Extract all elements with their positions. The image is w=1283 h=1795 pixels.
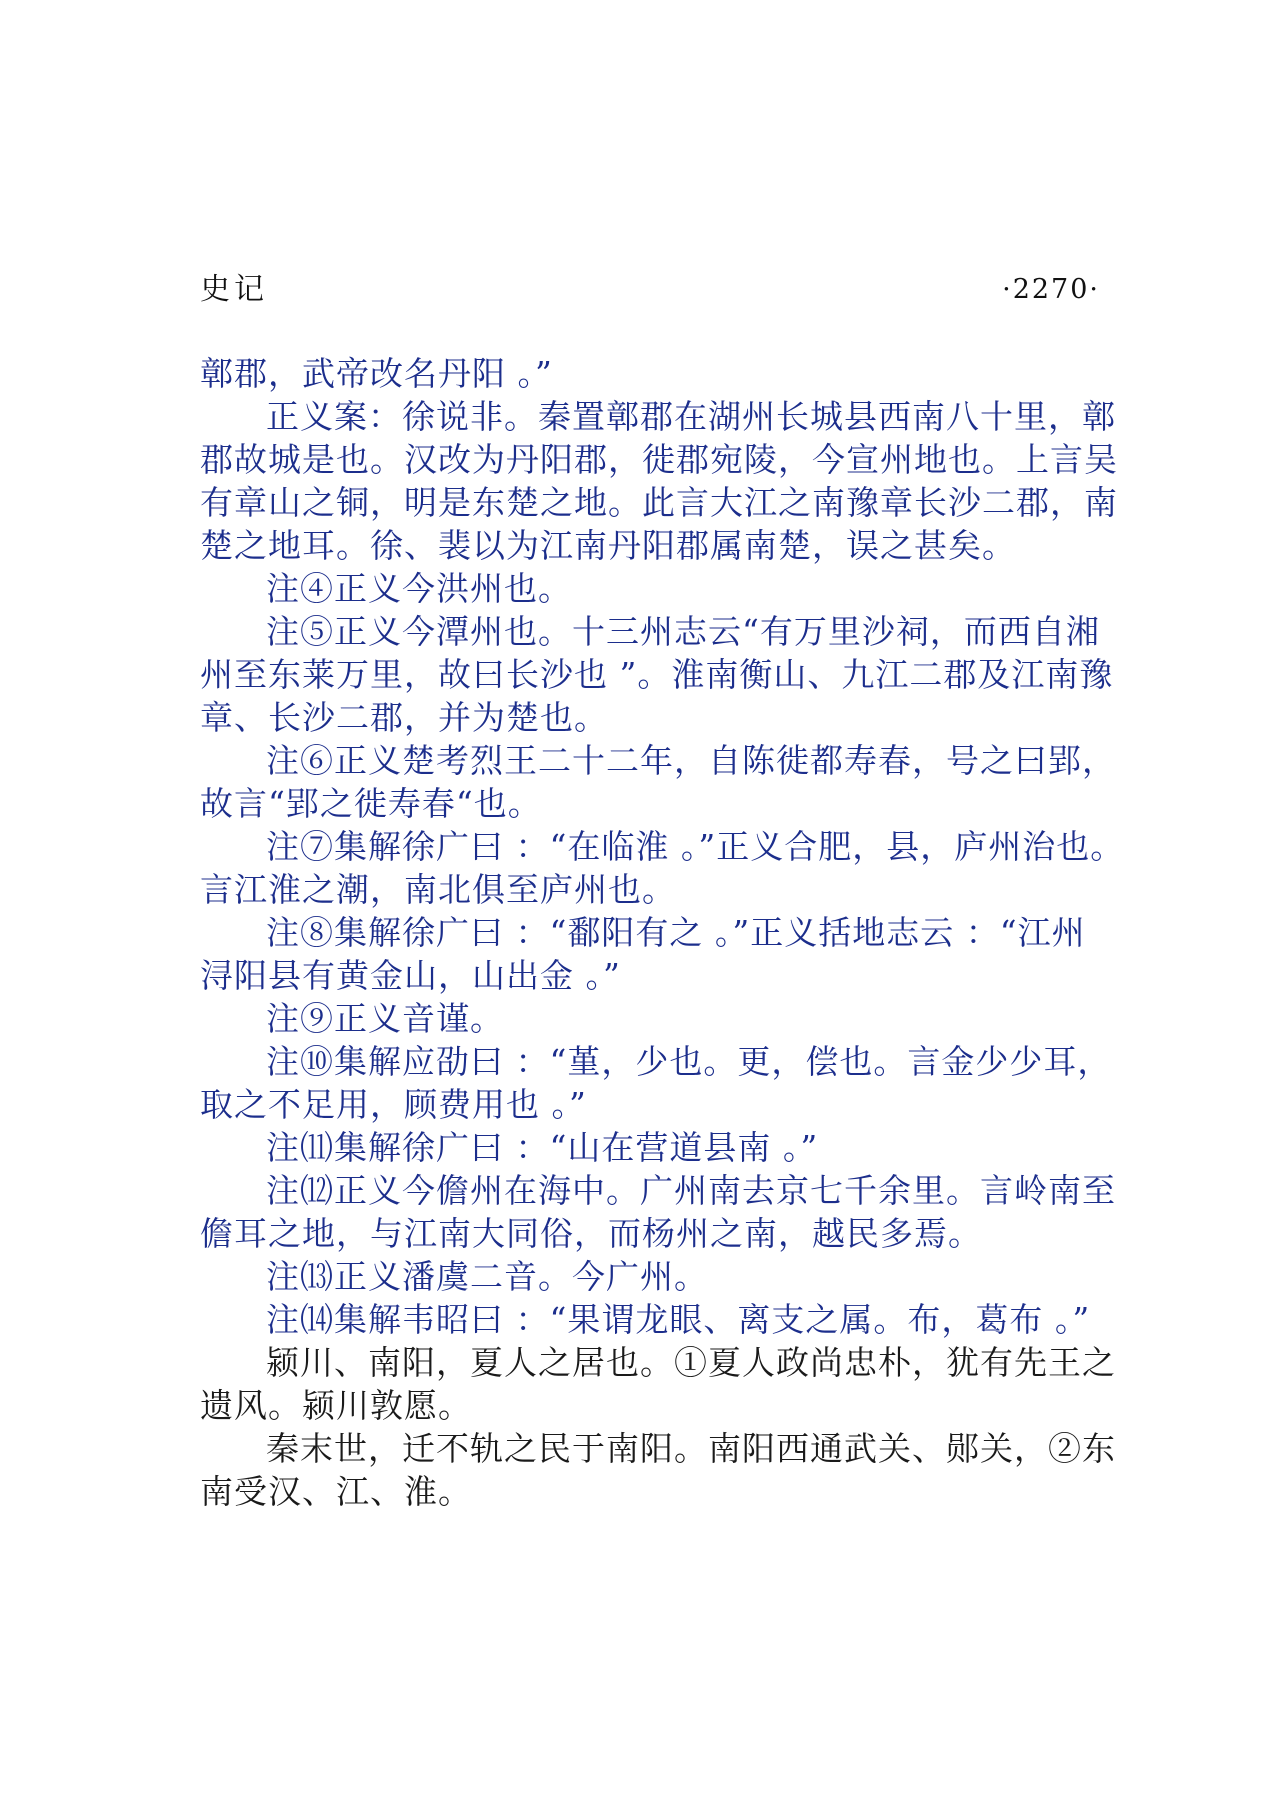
commentary-line: 州至东莱万里，故曰长沙也 ”。淮南衡山、九江二郡及江南豫 — [200, 655, 1114, 694]
commentary-line: 正义案：徐说非。秦置鄣郡在湖州长城县西南八十里，鄣 — [266, 397, 1116, 436]
body-text — [200, 352, 1125, 1513]
main-text-line: 秦末世，迁不轨之民于南阳。南阳西通武关、郧关，②东 — [266, 1429, 1116, 1468]
commentary-line: 注④正义今洪州也。 — [266, 569, 572, 608]
commentary-line: 注⑤正义今潭州也。十三州志云“有万里沙祠，而西自湘 — [266, 612, 1100, 651]
page-header — [200, 268, 1100, 312]
commentary-line: 注⒁集解韦昭曰 ：“果谓龙眼、离支之属。布，葛布 。” — [266, 1300, 1091, 1339]
commentary-line: 言江淮之潮，南北俱至庐州也。 — [200, 870, 676, 909]
commentary-line: 注⑾集解徐广曰 ：“山在营道县南 。” — [266, 1128, 819, 1167]
page-number: ·2270· — [1002, 274, 1100, 305]
main-text-line: 遗风。颍川敦愿。 — [200, 1386, 472, 1425]
commentary-line: 注⑿正义今儋州在海中。广州南去京七千余里。言岭南至 — [266, 1171, 1116, 1210]
commentary-line: 注⑥正义楚考烈王二十二年，自陈徙都寿春，号之曰郢， — [266, 741, 1116, 780]
commentary-line: 鄣郡，武帝改名丹阳 。” — [200, 354, 553, 393]
book-title: 史记 — [200, 272, 268, 307]
commentary-line: 取之不足用，顾费用也 。” — [200, 1085, 587, 1124]
commentary-line: 注⑨正义音谨。 — [266, 999, 504, 1038]
commentary-line: 注⑩集解应劭曰 ：“堇，少也。更，偿也。言金少少耳， — [266, 1042, 1112, 1081]
commentary-line: 注⑦集解徐广曰 ：“在临淮 。”正义合肥，县，庐州治也。 — [266, 827, 1125, 866]
commentary-line: 有章山之铜，明是东楚之地。此言大江之南豫章长沙二郡，南 — [200, 483, 1118, 522]
commentary-line: 故言“郢之徙寿春“也。 — [200, 784, 542, 823]
main-text-line: 颍川、南阳，夏人之居也。①夏人政尚忠朴，犹有先王之 — [266, 1343, 1116, 1382]
commentary-line: 儋耳之地，与江南大同俗，而杨州之南，越民多焉。 — [200, 1214, 982, 1253]
commentary-line: 注⑧集解徐广曰 ：“鄱阳有之 。”正义括地志云 ：“江州 — [266, 913, 1086, 952]
commentary-line: 楚之地耳。徐、裴以为江南丹阳郡属南楚，误之甚矣。 — [200, 526, 1016, 565]
commentary-line: 郡故城是也。汉改为丹阳郡，徙郡宛陵，今宣州地也。上言吴 — [200, 440, 1118, 479]
commentary-line: 浔阳县有黄金山，山出金 。” — [200, 956, 621, 995]
commentary-line: 注⒀正义潘虞二音。今广州。 — [266, 1257, 708, 1296]
commentary-line: 章、长沙二郡，并为楚也。 — [200, 698, 608, 737]
main-text-line: 南受汉、江、淮。 — [200, 1472, 472, 1511]
